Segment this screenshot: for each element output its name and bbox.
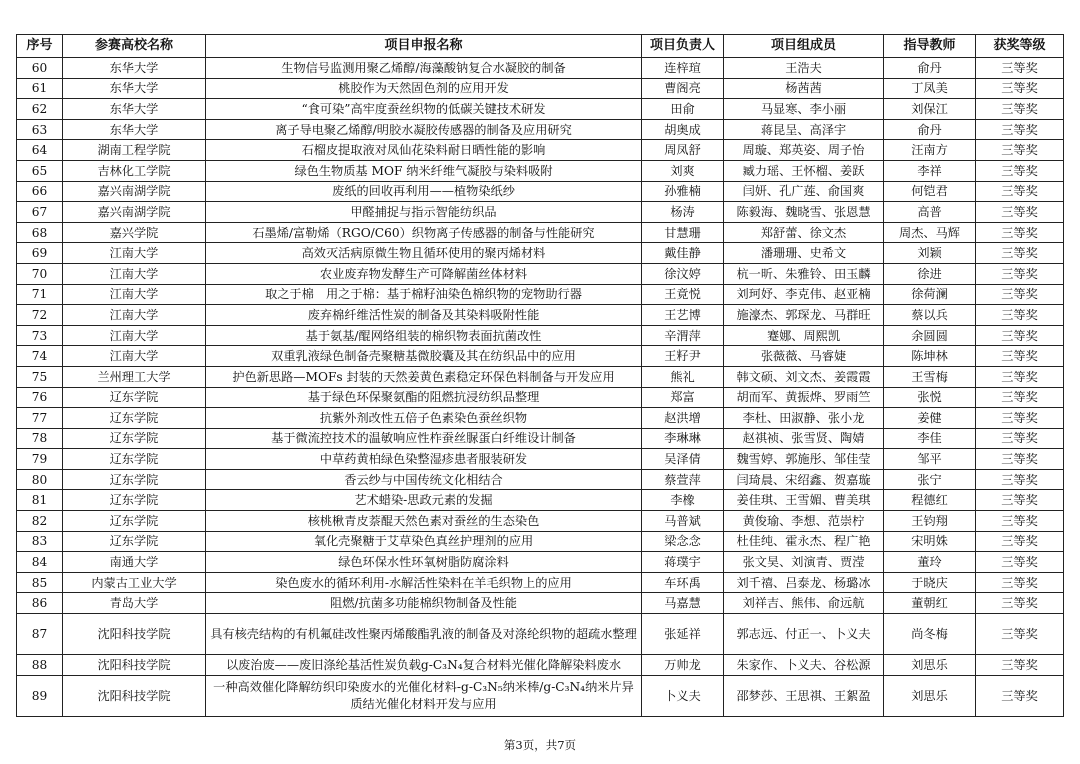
cell-project: 中草药黄柏绿色染整湿疹患者服装研发 <box>206 449 642 470</box>
table-row <box>17 449 1064 470</box>
cell-members: 杭一昕、朱雅铃、田玉麟 <box>724 263 884 284</box>
cell-advisor: 于晓庆 <box>884 572 976 593</box>
cell-school: 江南大学 <box>63 243 206 264</box>
cell-school: 江南大学 <box>63 346 206 367</box>
table-header-row <box>17 35 1064 58</box>
table-row <box>17 552 1064 573</box>
table-row <box>17 58 1064 79</box>
cell-award: 三等奖 <box>976 222 1064 243</box>
cell-leader: 蒋璞宇 <box>642 552 724 573</box>
cell-leader: 卜义夫 <box>642 675 724 716</box>
table-row <box>17 202 1064 223</box>
cell-leader: 郑富 <box>642 387 724 408</box>
cell-members: 刘祥吉、熊伟、俞远航 <box>724 593 884 614</box>
header-no: 序号 <box>17 35 63 58</box>
cell-members: 张薇薇、马睿婕 <box>724 346 884 367</box>
cell-leader: 吴泽倩 <box>642 449 724 470</box>
cell-project: 阻燃/抗菌多功能棉织物制备及性能 <box>206 593 642 614</box>
cell-project: 绿色环保水性环氧树脂防腐涂料 <box>206 552 642 573</box>
cell-school: 湖南工程学院 <box>63 140 206 161</box>
table-row <box>17 160 1064 181</box>
cell-advisor: 蔡以兵 <box>884 305 976 326</box>
cell-leader: 马嘉慧 <box>642 593 724 614</box>
cell-advisor: 刘思乐 <box>884 655 976 676</box>
cell-members: 蒋昆呈、高泽宇 <box>724 119 884 140</box>
cell-no: 66 <box>17 181 63 202</box>
cell-award: 三等奖 <box>976 346 1064 367</box>
header-award: 获奖等级 <box>976 35 1064 58</box>
cell-award: 三等奖 <box>976 181 1064 202</box>
cell-project: 香云纱与中国传统文化相结合 <box>206 469 642 490</box>
table-row <box>17 366 1064 387</box>
cell-no: 72 <box>17 305 63 326</box>
cell-school: 江南大学 <box>63 284 206 305</box>
cell-school: 吉林化工学院 <box>63 160 206 181</box>
cell-no: 67 <box>17 202 63 223</box>
header-school: 参赛高校名称 <box>63 35 206 58</box>
table-row <box>17 140 1064 161</box>
cell-leader: 赵洪增 <box>642 408 724 429</box>
cell-advisor: 刘保江 <box>884 99 976 120</box>
cell-school: 辽东学院 <box>63 387 206 408</box>
cell-school: 嘉兴学院 <box>63 222 206 243</box>
cell-project: 生物信号监测用聚乙烯醇/海藻酸钠复合水凝胶的制备 <box>206 58 642 79</box>
cell-members: 韩文硕、刘文杰、姜霞霞 <box>724 366 884 387</box>
cell-project: 离子导电聚乙烯醇/明胶水凝胶传感器的制备及应用研究 <box>206 119 642 140</box>
cell-school: 南通大学 <box>63 552 206 573</box>
table-row <box>17 99 1064 120</box>
cell-no: 77 <box>17 408 63 429</box>
cell-school: 嘉兴南湖学院 <box>63 181 206 202</box>
cell-leader: 车环禹 <box>642 572 724 593</box>
cell-leader: 万帅龙 <box>642 655 724 676</box>
cell-award: 三等奖 <box>976 428 1064 449</box>
cell-leader: 胡奥成 <box>642 119 724 140</box>
header-project: 项目申报名称 <box>206 35 642 58</box>
award-table-container <box>16 34 1063 717</box>
cell-advisor: 董玲 <box>884 552 976 573</box>
cell-school: 东华大学 <box>63 99 206 120</box>
table-row <box>17 119 1064 140</box>
cell-award: 三等奖 <box>976 552 1064 573</box>
cell-no: 87 <box>17 614 63 655</box>
cell-no: 70 <box>17 263 63 284</box>
cell-advisor: 张宁 <box>884 469 976 490</box>
cell-project: 艺术蜡染-思政元素的发掘 <box>206 490 642 511</box>
cell-advisor: 丁凤美 <box>884 78 976 99</box>
cell-no: 71 <box>17 284 63 305</box>
cell-members: 臧力瑶、王怀榴、姜跃 <box>724 160 884 181</box>
cell-school: 内蒙古工业大学 <box>63 572 206 593</box>
cell-school: 江南大学 <box>63 305 206 326</box>
cell-members: 郭志远、付正一、卜义夫 <box>724 614 884 655</box>
cell-no: 61 <box>17 78 63 99</box>
table-row <box>17 531 1064 552</box>
cell-award: 三等奖 <box>976 140 1064 161</box>
cell-advisor: 宋明姝 <box>884 531 976 552</box>
cell-leader: 杨涛 <box>642 202 724 223</box>
cell-project: 绿色生物质基 MOF 纳米纤维气凝胶与染料吸附 <box>206 160 642 181</box>
cell-no: 85 <box>17 572 63 593</box>
cell-no: 82 <box>17 511 63 532</box>
cell-project: 染色废水的循环利用-水解活性染料在羊毛织物上的应用 <box>206 572 642 593</box>
cell-project: 一种高效催化降解纺织印染废水的光催化材料-g-C₃N₅纳米棒/g-C₃N₄纳米片异质结光催化材料开发与应用 <box>206 675 642 716</box>
table-row <box>17 243 1064 264</box>
table-row <box>17 325 1064 346</box>
cell-leader: 孙雅楠 <box>642 181 724 202</box>
cell-award: 三等奖 <box>976 99 1064 120</box>
cell-members: 张文昊、刘演青、贾滢 <box>724 552 884 573</box>
cell-advisor: 王雪梅 <box>884 366 976 387</box>
cell-members: 邵梦莎、王思祺、王絮盈 <box>724 675 884 716</box>
cell-award: 三等奖 <box>976 366 1064 387</box>
table-row <box>17 222 1064 243</box>
cell-leader: 田俞 <box>642 99 724 120</box>
cell-award: 三等奖 <box>976 469 1064 490</box>
cell-members: 李杜、田淑静、张小龙 <box>724 408 884 429</box>
cell-leader: 李琳琳 <box>642 428 724 449</box>
table-row <box>17 78 1064 99</box>
cell-members: 杜佳纯、霍永杰、程广艳 <box>724 531 884 552</box>
cell-advisor: 李祥 <box>884 160 976 181</box>
cell-project: 农业废弃物发酵生产可降解菌丝体材料 <box>206 263 642 284</box>
cell-advisor: 张悦 <box>884 387 976 408</box>
cell-award: 三等奖 <box>976 614 1064 655</box>
cell-leader: 刘爽 <box>642 160 724 181</box>
cell-leader: 王竟悦 <box>642 284 724 305</box>
cell-members: 潘珊珊、史希文 <box>724 243 884 264</box>
table-row <box>17 511 1064 532</box>
cell-advisor: 邹平 <box>884 449 976 470</box>
cell-award: 三等奖 <box>976 511 1064 532</box>
cell-leader: 王艺博 <box>642 305 724 326</box>
table-row <box>17 675 1064 716</box>
cell-school: 沈阳科技学院 <box>63 675 206 716</box>
cell-no: 84 <box>17 552 63 573</box>
cell-no: 81 <box>17 490 63 511</box>
cell-advisor: 俞丹 <box>884 119 976 140</box>
cell-leader: 周凤舒 <box>642 140 724 161</box>
cell-members: 姜佳琪、王雪媚、曹美琪 <box>724 490 884 511</box>
cell-award: 三等奖 <box>976 655 1064 676</box>
cell-leader: 马普斌 <box>642 511 724 532</box>
cell-award: 三等奖 <box>976 675 1064 716</box>
cell-project: 核桃楸青皮萘醌天然色素对蚕丝的生态染色 <box>206 511 642 532</box>
header-leader: 项目负责人 <box>642 35 724 58</box>
cell-school: 东华大学 <box>63 58 206 79</box>
cell-no: 73 <box>17 325 63 346</box>
cell-no: 83 <box>17 531 63 552</box>
cell-members: 马显寒、李小丽 <box>724 99 884 120</box>
cell-no: 80 <box>17 469 63 490</box>
cell-award: 三等奖 <box>976 202 1064 223</box>
cell-no: 89 <box>17 675 63 716</box>
cell-advisor: 何铠君 <box>884 181 976 202</box>
cell-advisor: 徐进 <box>884 263 976 284</box>
cell-advisor: 俞丹 <box>884 58 976 79</box>
cell-advisor: 姜健 <box>884 408 976 429</box>
cell-award: 三等奖 <box>976 490 1064 511</box>
cell-leader: 甘慧珊 <box>642 222 724 243</box>
cell-no: 60 <box>17 58 63 79</box>
cell-project: 氧化壳聚糖于艾草染色真丝护理剂的应用 <box>206 531 642 552</box>
cell-project: 基于氨基/醌网络组装的棉织物表面抗菌改性 <box>206 325 642 346</box>
cell-advisor: 刘思乐 <box>884 675 976 716</box>
cell-no: 75 <box>17 366 63 387</box>
cell-advisor: 王钧翔 <box>884 511 976 532</box>
table-row <box>17 387 1064 408</box>
page-footer: 第3页，共7页 <box>503 738 577 752</box>
cell-award: 三等奖 <box>976 263 1064 284</box>
cell-leader: 曹阁亮 <box>642 78 724 99</box>
cell-leader: 李橡 <box>642 490 724 511</box>
cell-project: 基于微流控技术的温敏响应性柞蚕丝脲蛋白纤维设计制备 <box>206 428 642 449</box>
cell-leader: 熊礼 <box>642 366 724 387</box>
cell-members: 闫琦晨、宋绍鑫、贺嘉璇 <box>724 469 884 490</box>
cell-advisor: 徐荷澜 <box>884 284 976 305</box>
cell-project: 取之于棉 用之于棉：基于棉籽油染色棉织物的宠物助行器 <box>206 284 642 305</box>
cell-advisor: 董朝红 <box>884 593 976 614</box>
cell-leader: 辛渭萍 <box>642 325 724 346</box>
cell-no: 78 <box>17 428 63 449</box>
cell-leader: 张延祥 <box>642 614 724 655</box>
table-row <box>17 181 1064 202</box>
cell-no: 62 <box>17 99 63 120</box>
cell-school: 辽东学院 <box>63 490 206 511</box>
cell-award: 三等奖 <box>976 408 1064 429</box>
cell-advisor: 汪南方 <box>884 140 976 161</box>
cell-members: 胡而军、黄振烨、罗雨竺 <box>724 387 884 408</box>
cell-leader: 梁念念 <box>642 531 724 552</box>
cell-award: 三等奖 <box>976 119 1064 140</box>
table-row <box>17 469 1064 490</box>
cell-members: 朱家作、卜义夫、谷松源 <box>724 655 884 676</box>
cell-members: 王浩夫 <box>724 58 884 79</box>
cell-award: 三等奖 <box>976 449 1064 470</box>
cell-project: 双重乳液绿色制备壳聚糖基微胶囊及其在纺织品中的应用 <box>206 346 642 367</box>
cell-school: 辽东学院 <box>63 469 206 490</box>
table-row <box>17 490 1064 511</box>
table-row <box>17 428 1064 449</box>
table-row <box>17 263 1064 284</box>
cell-members: 蹇娜、周熙凯 <box>724 325 884 346</box>
cell-project: 石榴皮提取液对凤仙花染料耐日晒性能的影响 <box>206 140 642 161</box>
table-row <box>17 614 1064 655</box>
cell-school: 东华大学 <box>63 119 206 140</box>
cell-no: 79 <box>17 449 63 470</box>
cell-award: 三等奖 <box>976 593 1064 614</box>
cell-school: 江南大学 <box>63 325 206 346</box>
cell-school: 沈阳科技学院 <box>63 614 206 655</box>
cell-project: 具有核壳结构的有机氟硅改性聚丙烯酸酯乳液的制备及对涤纶织物的超疏水整理 <box>206 614 642 655</box>
cell-advisor: 程德红 <box>884 490 976 511</box>
cell-members: 杨茜茜 <box>724 78 884 99</box>
cell-advisor: 尚冬梅 <box>884 614 976 655</box>
table-row <box>17 346 1064 367</box>
cell-award: 三等奖 <box>976 305 1064 326</box>
cell-leader: 蔡萱萍 <box>642 469 724 490</box>
cell-school: 辽东学院 <box>63 449 206 470</box>
cell-members: 刘千禧、吕泰龙、杨璐冰 <box>724 572 884 593</box>
cell-no: 86 <box>17 593 63 614</box>
table-row <box>17 572 1064 593</box>
cell-members: 陈毅海、魏晓雪、张恩慧 <box>724 202 884 223</box>
cell-advisor: 陈坤林 <box>884 346 976 367</box>
cell-project: 抗紫外剂改性五倍子色素染色蚕丝织物 <box>206 408 642 429</box>
cell-award: 三等奖 <box>976 160 1064 181</box>
cell-award: 三等奖 <box>976 58 1064 79</box>
cell-project: 石墨烯/富勒烯（RGO/C60）织物离子传感器的制备与性能研究 <box>206 222 642 243</box>
table-row <box>17 284 1064 305</box>
cell-no: 65 <box>17 160 63 181</box>
cell-project: 废弃棉纤维活性炭的制备及其染料吸附性能 <box>206 305 642 326</box>
header-members: 项目组成员 <box>724 35 884 58</box>
cell-members: 施濠杰、郭琛龙、马群旺 <box>724 305 884 326</box>
cell-leader: 王籽尹 <box>642 346 724 367</box>
cell-project: 以废治废——废旧涤纶基活性炭负载g-C₃N₄复合材料光催化降解染料废水 <box>206 655 642 676</box>
cell-no: 63 <box>17 119 63 140</box>
cell-project: 桃胶作为天然固色剂的应用开发 <box>206 78 642 99</box>
cell-school: 沈阳科技学院 <box>63 655 206 676</box>
cell-advisor: 余圆圆 <box>884 325 976 346</box>
table-row <box>17 305 1064 326</box>
cell-advisor: 刘颖 <box>884 243 976 264</box>
cell-advisor: 周杰、马辉 <box>884 222 976 243</box>
cell-advisor: 李佳 <box>884 428 976 449</box>
cell-no: 76 <box>17 387 63 408</box>
cell-school: 青岛大学 <box>63 593 206 614</box>
cell-members: 刘珂妤、李克伟、赵亚楠 <box>724 284 884 305</box>
cell-leader: 连梓瑄 <box>642 58 724 79</box>
cell-school: 辽东学院 <box>63 511 206 532</box>
cell-award: 三等奖 <box>976 243 1064 264</box>
table-row <box>17 408 1064 429</box>
header-advisor: 指导教师 <box>884 35 976 58</box>
table-row <box>17 593 1064 614</box>
cell-leader: 徐汶婷 <box>642 263 724 284</box>
cell-school: 兰州理工大学 <box>63 366 206 387</box>
cell-award: 三等奖 <box>976 387 1064 408</box>
cell-members: 黄俊瑜、李想、范崇柠 <box>724 511 884 532</box>
cell-school: 嘉兴南湖学院 <box>63 202 206 223</box>
cell-award: 三等奖 <box>976 325 1064 346</box>
cell-members: 周璇、郑英姿、周子怡 <box>724 140 884 161</box>
cell-advisor: 高普 <box>884 202 976 223</box>
cell-award: 三等奖 <box>976 78 1064 99</box>
cell-members: 魏雪婷、郭施彤、邹佳莹 <box>724 449 884 470</box>
table-row <box>17 655 1064 676</box>
cell-school: 辽东学院 <box>63 531 206 552</box>
cell-members: 赵祺祯、张雪贤、陶婧 <box>724 428 884 449</box>
cell-award: 三等奖 <box>976 572 1064 593</box>
award-table <box>16 34 1064 717</box>
cell-school: 东华大学 <box>63 78 206 99</box>
cell-no: 74 <box>17 346 63 367</box>
cell-project: 高效灭活病原微生物且循环使用的聚丙烯材料 <box>206 243 642 264</box>
cell-no: 68 <box>17 222 63 243</box>
cell-members: 郑舒蕾、徐文杰 <box>724 222 884 243</box>
cell-project: 甲醛捕捉与指示智能纺织品 <box>206 202 642 223</box>
cell-school: 辽东学院 <box>63 408 206 429</box>
cell-project: “食可染”高牢度蚕丝织物的低碳关键技术研发 <box>206 99 642 120</box>
cell-leader: 戴佳静 <box>642 243 724 264</box>
cell-no: 64 <box>17 140 63 161</box>
cell-school: 辽东学院 <box>63 428 206 449</box>
cell-project: 基于绿色环保聚氨酯的阻燃抗浸纺织品整理 <box>206 387 642 408</box>
cell-no: 69 <box>17 243 63 264</box>
cell-members: 闫妍、孔广莲、俞国爽 <box>724 181 884 202</box>
cell-no: 88 <box>17 655 63 676</box>
cell-award: 三等奖 <box>976 531 1064 552</box>
cell-project: 护色新思路—MOFs 封装的天然姜黄色素稳定环保色料制备与开发应用 <box>206 366 642 387</box>
cell-school: 江南大学 <box>63 263 206 284</box>
cell-award: 三等奖 <box>976 284 1064 305</box>
cell-project: 废纸的回收再利用——植物染纸纱 <box>206 181 642 202</box>
